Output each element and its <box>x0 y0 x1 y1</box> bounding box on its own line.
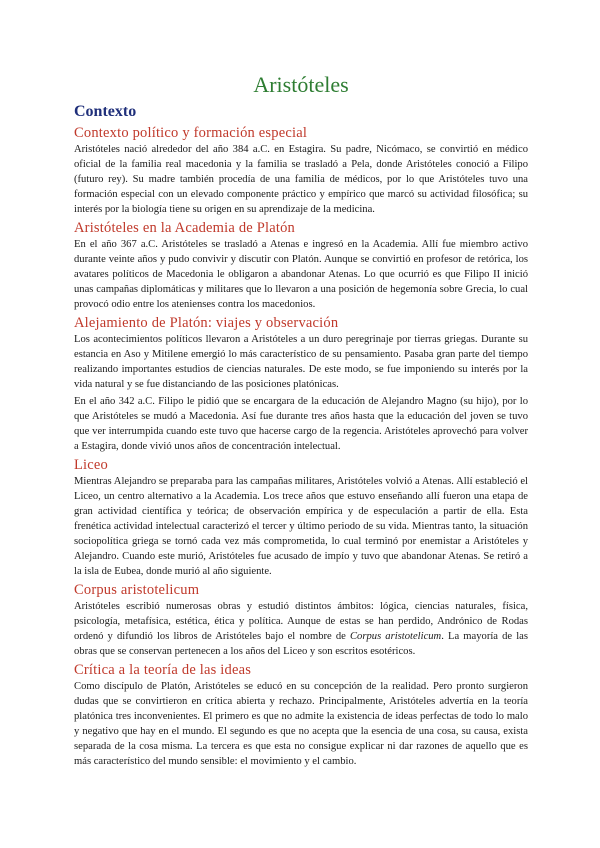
section-title: Contexto <box>74 103 137 120</box>
paragraph: Mientras Alejandro se preparaba para las campañas militares, Aristóteles volvió a Atenas. Allí estableció el Liceo, un centro alternativo a la Academia. Los trece años que estuvo enseñando allí fueron una etapa de gran actividad científica y teórica; de observación empírica y de especulación a partir de ella. Esta frenética actividad intelectual caracterizó el tercer y último periodo de su vida. Mientras tanto, la situación sociopolítica griega se tornó cada vez más comprometida, lo cual terminó por enemistar a Aristóteles y Alejandro. Cuando este murió, Aristóteles fue acusado de impío y tuvo que abandonar Atenas. Se retiró a la isla de Eubea, donde murió al año siguiente. <box>74 476 528 577</box>
heading-corpus: Corpus aristotelicum <box>74 582 200 598</box>
corpus-text-after: . La mayoría de las obras que se conservan pertenecen a los años del Liceo y son escritos esotéricos. <box>74 631 528 657</box>
heading-alejamiento: Alejamiento de Platón: viajes y observación <box>74 315 339 331</box>
paragraph-corpus <box>74 599 528 659</box>
heading-contexto-politico: Contexto político y formación especial <box>74 125 308 141</box>
heading-academia: Aristóteles en la Academia de Platón <box>74 220 296 236</box>
heading-critica: Crítica a la teoría de las ideas <box>74 662 252 678</box>
paragraph: Como discípulo de Platón, Aristóteles se educó en su concepción de la realidad. Pero pronto surgieron dudas que se convirtieron en crítica abierta y rechazo. Principalmente, Aristóteles advertía en la teoría platónica tres inconvenientes. El primero es que no admite la existencia de ideas perfectas de todo lo malo y negativo que hay en el mundo. El segundo es que no acepta que la esencia de una cosa, su causa, exista separada de la cosa misma. La tercera es que esta no consigue explicar ni dar razones de aquello que es más característico del mundo sensible: el movimiento y el cambio. <box>74 681 528 767</box>
corpus-text-before: Aristóteles escribió numerosas obras y estudió distintos ámbitos: lógica, ciencias naturales, física, psicología, metafísica, estética, ética y política. Aunque de estas se han perdido, Andrónico de Rodas ordenó y difundió los libros de Aristóteles bajo el nombre de <box>74 601 528 642</box>
heading-liceo: Liceo <box>74 457 109 473</box>
page-title: Aristóteles <box>253 72 349 97</box>
paragraph: Aristóteles nació alrededor del año 384 a.C. en Estagira. Su padre, Nicómaco, se convirtió en médico oficial de la familia real macedonia y la familia se trasladó a Pela, donde Aristóteles conoció a Filipo (futuro rey). Su madre también procedía de una familia de médicos, por lo que Aristóteles tuvo una formación especial con un elevado componente práctico y empírico que marcó su actividad filosófica; su interés por la biología tiene su origen en su aprendizaje de la medicina. <box>74 144 528 215</box>
paragraph: En el año 342 a.C. Filipo le pidió que se encargara de la educación de Alejandro Magno (su hijo), por lo que Aristóteles se mudó a Macedonia. Así fue durante tres años hasta que la educación del joven se tuvo que ver interrumpida cuando este tuvo que hacerse cargo de la regencia. Aristóteles aprovechó para volver a Estagira, donde vivió unos años de concentración intelectual. <box>74 396 528 452</box>
paragraph: Los acontecimientos políticos llevaron a Aristóteles a un duro peregrinaje por tierras griegas. Durante su estancia en Aso y Mitilene emergió lo más característico de su pensamiento. Pasaba gran parte del tiempo realizando importantes estudios de ciencias naturales. De este modo, se fue imponiendo su interés por la vida natural y se fue distanciando de las posiciones platónicas. <box>74 334 528 390</box>
corpus-title-italic: Corpus aristotelicum <box>349 631 442 642</box>
paragraph: En el año 367 a.C. Aristóteles se trasladó a Atenas e ingresó en la Academia. Allí fue miembro activo durante veinte años y pudo convivir y discutir con Platón. Aunque se convirtió en profesor de retórica, los avatares políticos de Macedonia le obligaron a abandonar Atenas. Lo que ocurrió es que Filipo II inició unas campañas diplomáticas y militares que lo llevaron a una posición de hegemonía sobre Grecia, lo cual provocó odio entre los atenienses contra los macedonios. <box>74 239 528 310</box>
document-page <box>74 72 528 771</box>
